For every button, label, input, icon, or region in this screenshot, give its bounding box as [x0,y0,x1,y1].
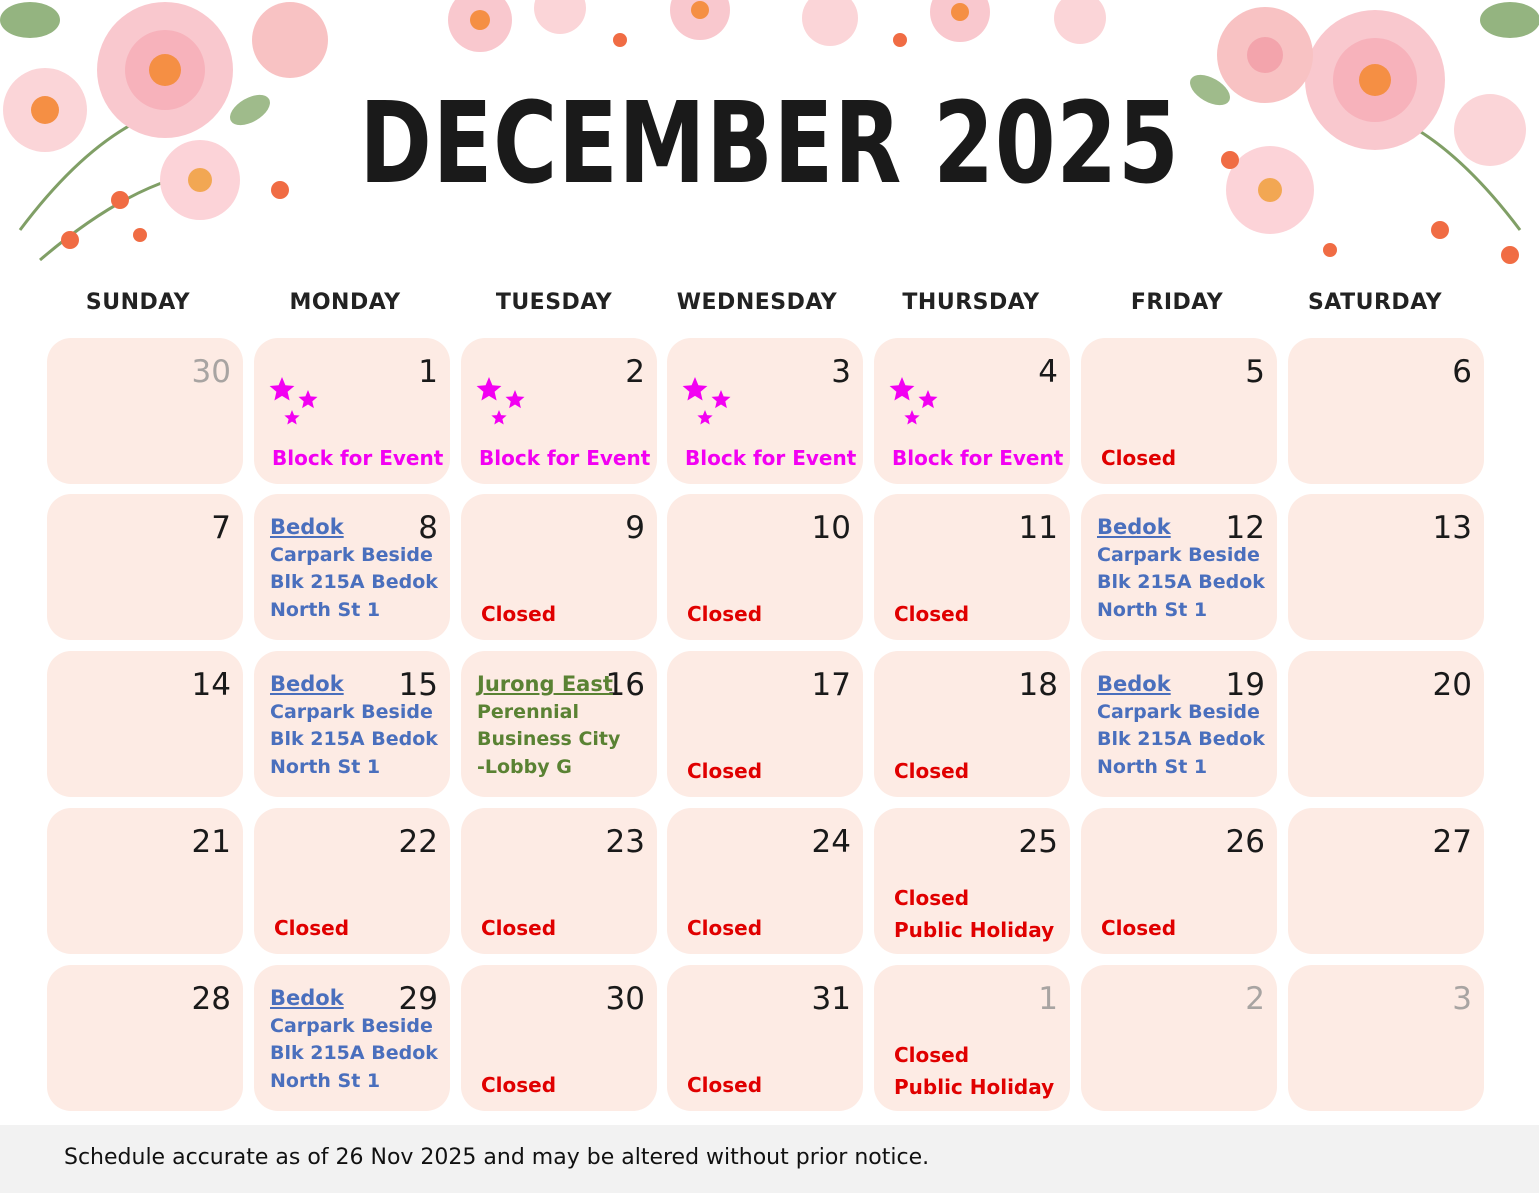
stars-icon [681,374,741,435]
weekday-friday: FRIDAY [1130,290,1224,315]
location-block [270,671,438,781]
location-address-line: -Lobby G [477,755,572,778]
location-address-line: Blk 215A Bedok [1097,728,1265,750]
location-block [1097,671,1265,781]
closed-label: Closed [1101,916,1177,940]
weekday-saturday: SATURDAY [1307,290,1443,315]
page-title: DECEMBER 2025 [359,79,1180,209]
calendar-day-cell [874,808,1070,954]
location-address-line: Blk 215A Bedok [1097,571,1265,593]
calendar-day-cell [254,651,450,797]
day-number: 19 [1225,667,1265,703]
location-address-line: North St 1 [270,755,381,778]
calendar-day-cell [47,651,243,797]
closed-label: Closed [894,602,970,626]
public-holiday-label: Public Holiday [894,918,1055,942]
day-number: 4 [1038,354,1058,390]
location-address-line: North St 1 [1097,598,1208,621]
day-number: 12 [1225,510,1265,546]
closed-label: Closed [894,1043,970,1067]
weekday-thursday: THURSDAY [902,290,1040,315]
calendar-day-cell [667,651,863,797]
closed-label: Closed [687,916,763,940]
day-number: 28 [191,981,231,1017]
day-number: 1 [1038,981,1058,1017]
weekday-tuesday: TUESDAY [495,290,613,315]
header-banner [0,0,1539,270]
footer-text: Schedule accurate as of 26 Nov 2025 and may be altered without prior notice. [64,1145,930,1170]
location-name-link[interactable]: Bedok [1097,515,1171,539]
public-holiday-label: Public Holiday [894,1075,1055,1099]
calendar-day-cell [254,965,450,1111]
day-number: 5 [1245,354,1265,390]
stars-icon [475,374,535,435]
closed-label: Closed [1101,446,1177,470]
location-address-line: Perennial [477,700,579,723]
event-label: Block for Event [685,446,857,470]
calendar-day-cell [874,494,1070,640]
location-address-line: Carpark Beside [1097,700,1260,723]
calendar-day-cell [1288,338,1484,484]
closed-label: Closed [894,759,970,783]
closed-label: Closed [687,759,763,783]
calendar-day-cell [667,808,863,954]
day-number: 2 [625,354,645,390]
location-address-line: Blk 215A Bedok [270,571,438,593]
location-block [477,671,620,781]
location-name-link[interactable]: Bedok [270,986,344,1010]
weekday-wednesday: WEDNESDAY [676,290,838,315]
calendar-day-cell [461,808,657,954]
day-number: 14 [191,667,231,703]
day-number: 17 [811,667,851,703]
location-name-link[interactable]: Bedok [1097,672,1171,696]
calendar-day-cell [461,494,657,640]
day-number: 30 [191,354,231,390]
day-number: 24 [811,824,851,860]
location-name-link[interactable]: Bedok [270,515,344,539]
calendar-day-cell [667,338,863,484]
location-address-line: North St 1 [1097,755,1208,778]
location-address-line: Blk 215A Bedok [270,728,438,750]
closed-label: Closed [481,602,557,626]
day-number: 31 [811,981,851,1017]
closed-label: Closed [687,1073,763,1097]
calendar-day-cell [1081,494,1277,640]
location-address-line: North St 1 [270,598,381,621]
calendar-day-cell [47,965,243,1111]
calendar-day-cell [874,651,1070,797]
calendar-day-cell [1288,494,1484,640]
location-address-line: Business City [477,728,621,750]
calendar-day-cell [667,965,863,1111]
calendar-day-cell [254,808,450,954]
closed-label: Closed [481,916,557,940]
calendar-day-cell [874,965,1070,1111]
day-number: 22 [398,824,438,860]
location-address-line: Carpark Beside [1097,543,1260,566]
closed-label: Closed [687,602,763,626]
day-number: 23 [605,824,645,860]
weekday-sunday: SUNDAY [85,290,191,315]
calendar-day-cell [1288,965,1484,1111]
day-number: 8 [418,510,438,546]
event-label: Block for Event [479,446,651,470]
calendar-day-cell [254,494,450,640]
day-number: 27 [1432,824,1472,860]
day-number: 18 [1018,667,1058,703]
location-block [1097,514,1265,624]
location-address-line: North St 1 [270,1069,381,1092]
day-number: 13 [1432,510,1472,546]
day-number: 2 [1245,981,1265,1017]
day-number: 3 [1452,981,1472,1017]
day-number: 21 [191,824,231,860]
day-number: 26 [1225,824,1265,860]
calendar-day-cell [461,965,657,1111]
calendar-day-cell [461,338,657,484]
closed-label: Closed [481,1073,557,1097]
closed-label: Closed [894,886,970,910]
day-number: 3 [831,354,851,390]
location-address-line: Carpark Beside [270,543,433,566]
location-name-link[interactable]: Jurong East [477,672,613,696]
calendar-day-cell [1288,651,1484,797]
location-block [270,514,438,624]
calendar-day-cell [47,494,243,640]
calendar-day-cell [1081,651,1277,797]
day-number: 30 [605,981,645,1017]
day-number: 16 [605,667,645,703]
day-number: 10 [811,510,851,546]
calendar-day-cell [1081,808,1277,954]
calendar-day-cell [1081,338,1277,484]
event-label: Block for Event [892,446,1064,470]
day-number: 15 [398,667,438,703]
day-number: 7 [211,510,231,546]
weekday-monday: MONDAY [289,290,401,315]
day-number: 1 [418,354,438,390]
calendar-day-cell [47,338,243,484]
location-block [270,985,438,1095]
calendar-day-cell [254,338,450,484]
closed-label: Closed [274,916,350,940]
calendar-day-cell [47,808,243,954]
location-name-link[interactable]: Bedok [270,672,344,696]
calendar-day-cell [1288,808,1484,954]
calendar-day-cell [667,494,863,640]
location-address-line: Blk 215A Bedok [270,1042,438,1064]
day-number: 29 [398,981,438,1017]
day-number: 20 [1432,667,1472,703]
event-label: Block for Event [272,446,444,470]
calendar-day-cell [874,338,1070,484]
day-number: 25 [1018,824,1058,860]
stars-icon [888,374,948,435]
footer-note [0,1125,1539,1193]
calendar-day-cell [461,651,657,797]
day-number: 6 [1452,354,1472,390]
location-address-line: Carpark Beside [270,700,433,723]
day-number: 11 [1018,510,1058,546]
day-number: 9 [625,510,645,546]
stars-icon [268,374,328,435]
location-address-line: Carpark Beside [270,1014,433,1037]
calendar-day-cell [1081,965,1277,1111]
